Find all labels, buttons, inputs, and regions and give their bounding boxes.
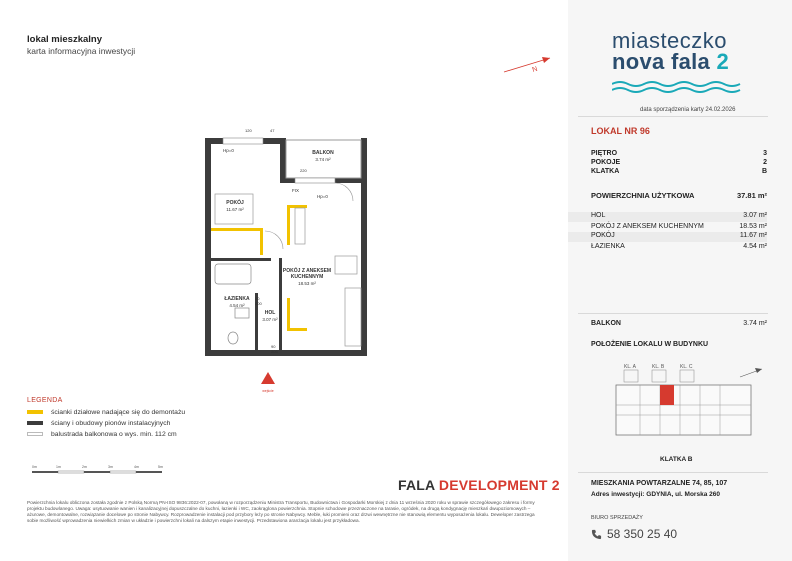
legend-item-partition: ścianki działowe nadające się do demontażu (27, 407, 185, 417)
partition-2 (260, 231, 263, 255)
svg-text:5m: 5m (158, 465, 163, 469)
svg-text:Hp=0: Hp=0 (223, 148, 234, 153)
phone-icon (591, 529, 602, 540)
svg-text:FIX: FIX (292, 188, 300, 193)
area-row-aneks: POKÓJ Z ANEKSEM KUCHENNYM 18.53 m² (591, 223, 767, 230)
pokoj-area: 11.67 m² (226, 207, 244, 212)
divider (578, 472, 768, 473)
area-row-hol: HOL 3.07 m² (568, 212, 767, 222)
svg-text:2m: 2m (82, 465, 87, 469)
svg-text:KL. C: KL. C (680, 364, 693, 370)
area-row-pokoj: POKÓJ 11.67 m² (568, 232, 767, 242)
aneks-label-1: POKÓJ Z ANEKSEM (282, 268, 332, 274)
scale-bar (30, 463, 170, 477)
north-arrow-icon (500, 52, 560, 76)
brand-line-1: miasteczko (612, 28, 728, 53)
partition-1 (211, 228, 263, 231)
legend-item-wall: ściany i obudowy pionów instalacyjnych (27, 418, 170, 428)
partition-6 (287, 205, 290, 245)
card-subtitle: karta informacyjna inwestycji (27, 46, 136, 56)
lazienka-area: 4.54 m² (229, 303, 245, 308)
svg-text:KL. B: KL. B (652, 364, 665, 370)
svg-text:206: 206 (271, 349, 278, 354)
svg-text:3m: 3m (108, 465, 113, 469)
pokoj-label: POKÓJ (226, 200, 244, 206)
entrance-label: wejście (262, 389, 274, 393)
svg-text:1m: 1m (56, 465, 61, 469)
svg-text:4m: 4m (134, 465, 139, 469)
divider (578, 116, 768, 117)
brand-line-2: nova fala 2 (612, 49, 730, 74)
divider (578, 313, 768, 314)
highlighted-unit (660, 385, 674, 405)
hol-label: HOL (264, 310, 276, 316)
address-line-2: Adres inwestycji: GDYNIA, ul. Morska 260 (591, 491, 720, 498)
brand-waves-icon (612, 80, 742, 94)
balkon-label: BALKON (312, 150, 334, 156)
hol-area: 3.07 m² (262, 317, 278, 322)
wall-bottom (205, 350, 367, 356)
legend-title: LEGENDA (27, 397, 63, 404)
row-balkon: BALKON 3.74 m² (591, 320, 767, 327)
svg-text:0m: 0m (32, 465, 37, 469)
partition-4 (287, 328, 307, 331)
svg-text:47: 47 (270, 128, 275, 133)
wall-left (205, 138, 211, 356)
disclaimer-text: Powierzchnia lokalu obliczona została zgodnie z Polską Normą PN-ISO 9836:2022-07, powołaną w rozporządzeniu Ministra Transportu, Budownictwa i Gospodarki Morskiej z dnia 11 września 2020 roku w sprawie szczegółowego zakresu i formy projektu budowlanego. Uwaga: usytuowanie wanien i kanalizacyjnej dopuszczalne do kuchni, łazienki i WC, zaokrąglona powierzchnia. Stopnie schodowe przeznaczone na tarasie, ogródek, na drugą kondygnację mieszkań dwupoziomowych – ażurowe, demontowalne, rozwiązanie docelowe po stronie Nabywcy. Rozprowadzenie instalacji pod przybory leży po stronie Nabywcy. Meble, łuki promieni oraz drzwi wewnętrzne nie stanowią elementu wyposażenia lokalu. Deweloper zastrzega sobie możliwość wprowadzenia niewielkich zmian w układzie i powierzchni lokali na dalszym etapie inwestycji. Przedstawiona aranżacja lokalu jest przykładowa. (27, 500, 535, 524)
svg-text:200: 200 (255, 301, 262, 306)
legend-swatch-wall (27, 421, 43, 425)
wall-right (361, 138, 367, 356)
svg-text:N: N (531, 65, 539, 74)
wall-pillar (280, 138, 286, 183)
card-title: lokal mieszkalny (27, 34, 102, 45)
svg-text:80: 80 (255, 296, 260, 301)
area-row-lazienka: ŁAZIENKA 4.54 m² (591, 243, 767, 250)
svg-text:KL. A: KL. A (624, 364, 636, 370)
position-title: POŁOŻENIE LOKALU W BUDYNKU (591, 341, 709, 348)
developer-logo: FALA DEVELOPMENT 2 (398, 477, 560, 493)
svg-text:220: 220 (300, 168, 307, 173)
legend-swatch-railing (27, 432, 43, 436)
svg-text:90: 90 (271, 344, 276, 349)
balkon-area: 3.74 m² (315, 157, 331, 162)
entrance-arrow-icon (261, 372, 275, 384)
sales-office-label: BIURO SPRZEDAŻY (591, 515, 643, 521)
svg-text:Hp=0: Hp=0 (317, 194, 328, 199)
lokal-number: LOKAL NR 96 (591, 126, 650, 136)
svg-text:120: 120 (245, 128, 252, 133)
aneks-label-2: KUCHENNYM (290, 274, 324, 280)
klatka-caption: KLATKA B (660, 456, 693, 463)
aneks-area: 18.53 m² (298, 281, 316, 286)
row-pu: POWIERZCHNIA UŻYTKOWA 37.81 m² (591, 191, 767, 200)
address-line-1: MIESZKANIA POWTARZALNE 74, 85, 107 (591, 480, 728, 487)
floor-plan (195, 108, 385, 398)
row-klatka: KLATKA B (591, 168, 767, 175)
building-position-plan (600, 355, 770, 445)
legend-item-railing: balustrada balkonowa o wys. min. 112 cm (27, 429, 177, 439)
partition-3 (287, 298, 290, 328)
row-pietro: PIĘTRO 3 (591, 150, 767, 157)
sales-phone[interactable]: 58 350 25 40 (607, 527, 678, 541)
card-date: data sporządzenia karty 24.02.2026 (640, 107, 736, 113)
row-pokoje: POKOJE 2 (591, 159, 767, 166)
legend-swatch-partition (27, 410, 43, 414)
lazienka-label: ŁAZIENKA (224, 296, 250, 302)
